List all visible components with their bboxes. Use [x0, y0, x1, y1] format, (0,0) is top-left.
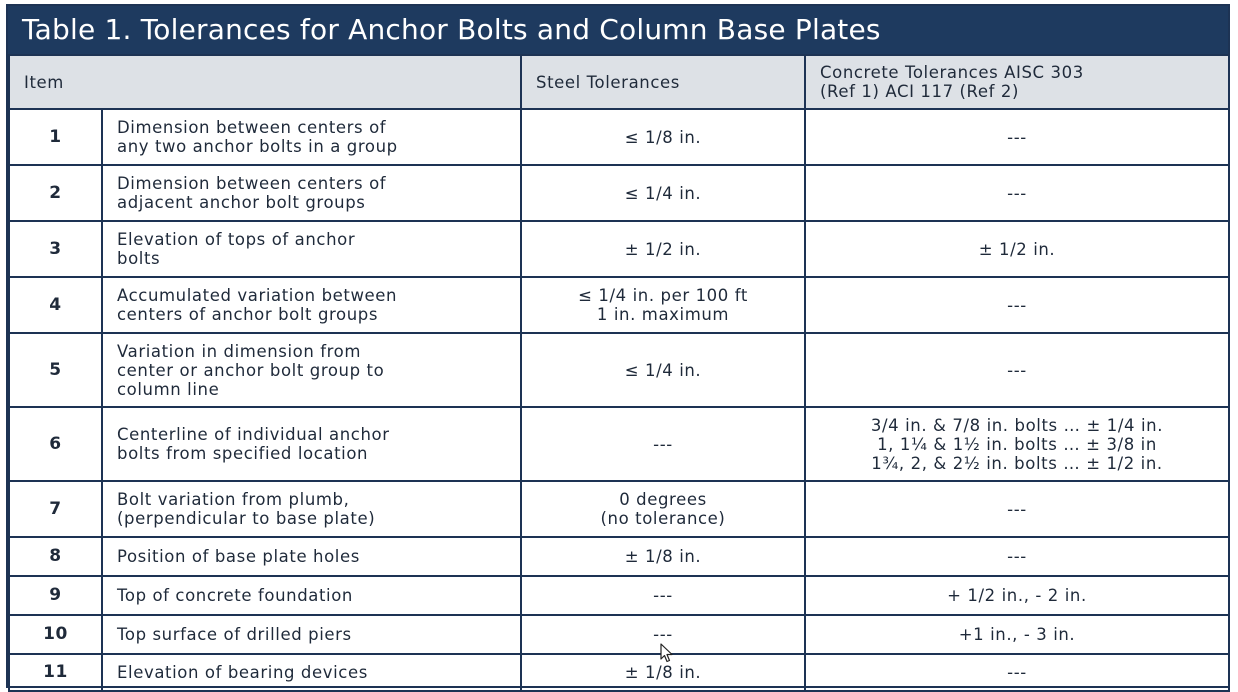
steel-tolerance — [521, 537, 805, 576]
item-description — [102, 615, 521, 654]
item-number: 2 — [9, 165, 102, 221]
table-row — [9, 576, 1229, 615]
item-description-line: centers of anchor bolt groups — [117, 305, 379, 324]
table-row — [9, 165, 1229, 221]
table-row — [9, 277, 1229, 333]
table-row — [9, 221, 1229, 277]
item-description-line: Elevation of tops of anchor — [117, 230, 356, 249]
item-description-line: Centerline of individual anchor — [117, 425, 390, 444]
table-row — [9, 333, 1229, 407]
concrete-tolerance — [805, 576, 1229, 615]
concrete-tolerance-line: 3/4 in. & 7/8 in. bolts … ± 1/4 in. — [870, 415, 1164, 435]
item-description — [102, 654, 521, 691]
item-description-line: Top surface of drilled piers — [117, 625, 352, 644]
header-item: Item — [9, 55, 521, 109]
header-concrete-line2: (Ref 1) ACI 117 (Ref 2) — [820, 82, 1020, 101]
table-row — [9, 109, 1229, 165]
item-description — [102, 537, 521, 576]
item-number: 10 — [9, 615, 102, 654]
item-description-line: column line — [117, 379, 220, 399]
header-steel-tolerances: Steel Tolerances — [521, 55, 805, 109]
header-row — [9, 55, 1229, 109]
item-description-line: center or anchor bolt group to — [117, 360, 385, 380]
concrete-tolerance-line: --- — [1007, 663, 1027, 682]
table-title: Table 1. Tolerances for Anchor Bolts and Column Base Plates — [8, 6, 1228, 54]
item-number: 5 — [9, 333, 102, 407]
concrete-tolerance-line: + 1/2 in., - 2 in. — [947, 586, 1087, 605]
item-description — [102, 277, 521, 333]
steel-tolerance — [521, 333, 805, 407]
item-description-line: bolts — [117, 249, 161, 268]
concrete-tolerance — [805, 537, 1229, 576]
item-description-line: Dimension between centers of — [117, 174, 387, 193]
table-row — [9, 481, 1229, 537]
item-description-line: adjacent anchor bolt groups — [117, 193, 366, 212]
item-description-line: Position of base plate holes — [117, 547, 360, 566]
header-concrete-tolerances — [805, 55, 1229, 109]
table-row — [9, 654, 1229, 691]
item-description-line: (perpendicular to base plate) — [117, 509, 376, 528]
steel-tolerance — [521, 576, 805, 615]
concrete-tolerance-line: ± 1/2 in. — [978, 239, 1056, 259]
steel-tolerance-line: ± 1/2 in. — [624, 239, 702, 259]
mouse-cursor-icon — [660, 643, 674, 663]
steel-tolerance-line: --- — [653, 434, 673, 454]
concrete-tolerance-line: --- — [1007, 295, 1027, 315]
concrete-tolerance — [805, 615, 1229, 654]
steel-tolerance — [521, 481, 805, 537]
steel-tolerance-line: ≤ 1/4 in. per 100 ft — [578, 286, 748, 305]
item-description-line: bolts from specified location — [117, 444, 369, 463]
item-number: 3 — [9, 221, 102, 277]
item-description — [102, 333, 521, 407]
item-description — [102, 165, 521, 221]
item-description — [102, 407, 521, 481]
concrete-tolerance-line: 1¾, 2, & 2½ in. bolts … ± 1/2 in. — [871, 453, 1163, 473]
concrete-tolerance — [805, 407, 1229, 481]
item-number: 8 — [9, 537, 102, 576]
item-number: 11 — [9, 654, 102, 691]
steel-tolerance — [521, 165, 805, 221]
item-number: 1 — [9, 109, 102, 165]
item-number: 7 — [9, 481, 102, 537]
concrete-tolerance — [805, 165, 1229, 221]
item-description-line: Elevation of bearing devices — [117, 663, 368, 682]
tolerance-table-frame — [6, 4, 1230, 688]
concrete-tolerance — [805, 654, 1229, 691]
item-description-line: Dimension between centers of — [117, 118, 387, 137]
steel-tolerance-line: (no tolerance) — [600, 509, 726, 528]
item-number: 6 — [9, 407, 102, 481]
steel-tolerance-line: 1 in. maximum — [596, 305, 730, 324]
table-row — [9, 537, 1229, 576]
steel-tolerance-line: 0 degrees — [619, 490, 707, 509]
concrete-tolerance-line: --- — [1007, 183, 1027, 203]
steel-tolerance-line: ± 1/8 in. — [624, 663, 702, 682]
steel-tolerance-line: ≤ 1/4 in. — [624, 183, 702, 203]
concrete-tolerance-line: --- — [1007, 547, 1027, 566]
concrete-tolerance — [805, 109, 1229, 165]
item-description-line: Top of concrete foundation — [117, 586, 353, 605]
concrete-tolerance-line: 1, 1¼ & 1½ in. bolts … ± 3/8 in — [877, 434, 1157, 454]
concrete-tolerance-line: --- — [1007, 499, 1027, 519]
steel-tolerance-line: --- — [653, 586, 673, 605]
item-description — [102, 109, 521, 165]
item-description — [102, 481, 521, 537]
concrete-tolerance — [805, 481, 1229, 537]
steel-tolerance-line: --- — [653, 625, 673, 644]
item-description-line: Bolt variation from plumb, — [117, 490, 350, 509]
item-description — [102, 576, 521, 615]
concrete-tolerance-line: +1 in., - 3 in. — [958, 625, 1076, 644]
item-description-line: any two anchor bolts in a group — [117, 137, 398, 156]
concrete-tolerance — [805, 333, 1229, 407]
item-description-line: Variation in dimension from — [117, 341, 362, 361]
header-concrete-line1: Concrete Tolerances AISC 303 — [820, 63, 1084, 82]
concrete-tolerance-line: --- — [1007, 127, 1027, 147]
concrete-tolerance — [805, 277, 1229, 333]
steel-tolerance-line: ≤ 1/4 in. — [624, 360, 702, 380]
table-row — [9, 407, 1229, 481]
steel-tolerance — [521, 407, 805, 481]
concrete-tolerance — [805, 221, 1229, 277]
concrete-tolerance-line: --- — [1007, 360, 1027, 380]
table-row — [9, 615, 1229, 654]
steel-tolerance-line: ≤ 1/8 in. — [624, 127, 702, 147]
item-description — [102, 221, 521, 277]
steel-tolerance-line: ± 1/8 in. — [624, 547, 702, 566]
item-number: 4 — [9, 277, 102, 333]
steel-tolerance — [521, 109, 805, 165]
tolerance-table — [8, 54, 1230, 692]
steel-tolerance — [521, 277, 805, 333]
item-description-line: Accumulated variation between — [117, 286, 398, 305]
item-number: 9 — [9, 576, 102, 615]
steel-tolerance — [521, 221, 805, 277]
